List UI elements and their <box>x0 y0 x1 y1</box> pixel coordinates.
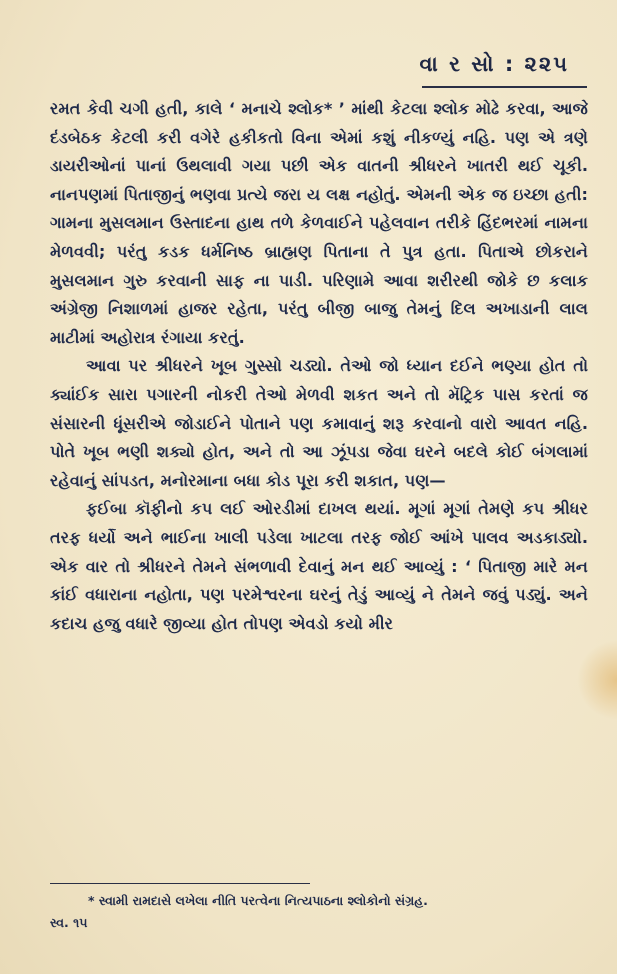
page-stain <box>577 640 617 720</box>
running-header: વા ર સો : ૨૨૫ <box>419 52 569 76</box>
paragraph: ફઈબા કૉફીનો કપ લઈ ઓરડીમાં દાખલ થયાં. મૂગાં મૂગાં તેમણે કપ શ્રીધર તરફ ધર્યો અને ભાઈના ખાલી પડેલા ખાટલા તરફ જોઈ આંખે પાલવ અડકાડ્યો. એક વાર તો શ્રીધરને તેમને સંભળાવી દેવાનું મન થઈ આવ્યું : ‘ પિતાજી મારે મન કાંઈ વધારાના નહોતા, પણ પરમેશ્વરના ઘરનું તેડું આવ્યું ને તેમને જવું પડ્યું. અને કદાચ હજુ વધારે જીવ્યા હોત તોપણ એવડો કયો મીર <box>50 499 588 633</box>
body-text <box>50 95 588 638</box>
signature-marker: સ્વ. ૧૫ <box>50 915 88 930</box>
footnote-text: * સ્વામી રામદાસે લખેલા નીતિ પરત્વેના નિત્યપાઠના શ્લોકોનો સંગ્રહ. <box>88 893 428 908</box>
paragraph: રમત કેવી ચગી હતી, કાલે ‘ મનાચે શ્લોક* ’ માંથી કેટલા શ્લોક મોઢે કરવા, આજે દંડબેઠક કેટલી કરી વગેરે હકીકતો વિના એમાં કશું નીકળ્યું નહિ. પણ એ ત્રણે ડાયરીઓનાં પાનાં ઉથલાવી ગયા પછી એક વાતની શ્રીધરને ખાતરી થઈ ચૂકી. નાનપણમાં પિતાજીનું ભણવા પ્રત્યે જરા ય લક્ષ નહોતું. એમની એક જ ઇચ્છા હતી: ગામના મુસલમાન ઉસ્તાદના હાથ તળે કેળવાઈને પહેલવાન તરીકે હિંદભરમાં નામના મેળવવી; પરંતુ કડક ધર્મનિષ્ઠ બ્રાહ્મણ પિતાના તે પુત્ર હતા. પિતાએ છોકરાને મુસલમાન ગુરુ કરવાની સાફ ના પાડી. પરિણામે આવા શરીરથી જોકે છ કલાક અંગ્રેજી નિશાળમાં હાજર રહેતા, પરંતુ બીજી બાજુ તેમનું દિલ અખાડાની લાલ માટીમાં અહોરાત્ર રંગાયા કરતું. <box>50 99 588 347</box>
footnote <box>50 890 590 934</box>
header-underline <box>422 86 587 88</box>
footnote-divider <box>50 883 310 884</box>
paragraph: આવા પર શ્રીધરને ખૂબ ગુસ્સો ચડ્યો. તેઓ જો ધ્યાન દઈને ભણ્યા હોત તો ક્યાંઈક સારા પગારની નોકરી તેઓ મેળવી શકત અને તો મૅટ્રિક પાસ કરતાં જ સંસારની ધૂંસરીએ જોડાઈને પોતાને પણ કમાવાનું શરૂ કરવાનો વારો આવત નહિ. પોતે ખૂબ ભણી શક્યો હોત, અને તો આ ઝૂંપડા જેવા ઘરને બદલે કોઈ બંગલામાં રહેવાનું સાંપડત, મનોરમાના બધા કોડ પૂરા કરી શકાત, પણ— <box>50 356 588 490</box>
